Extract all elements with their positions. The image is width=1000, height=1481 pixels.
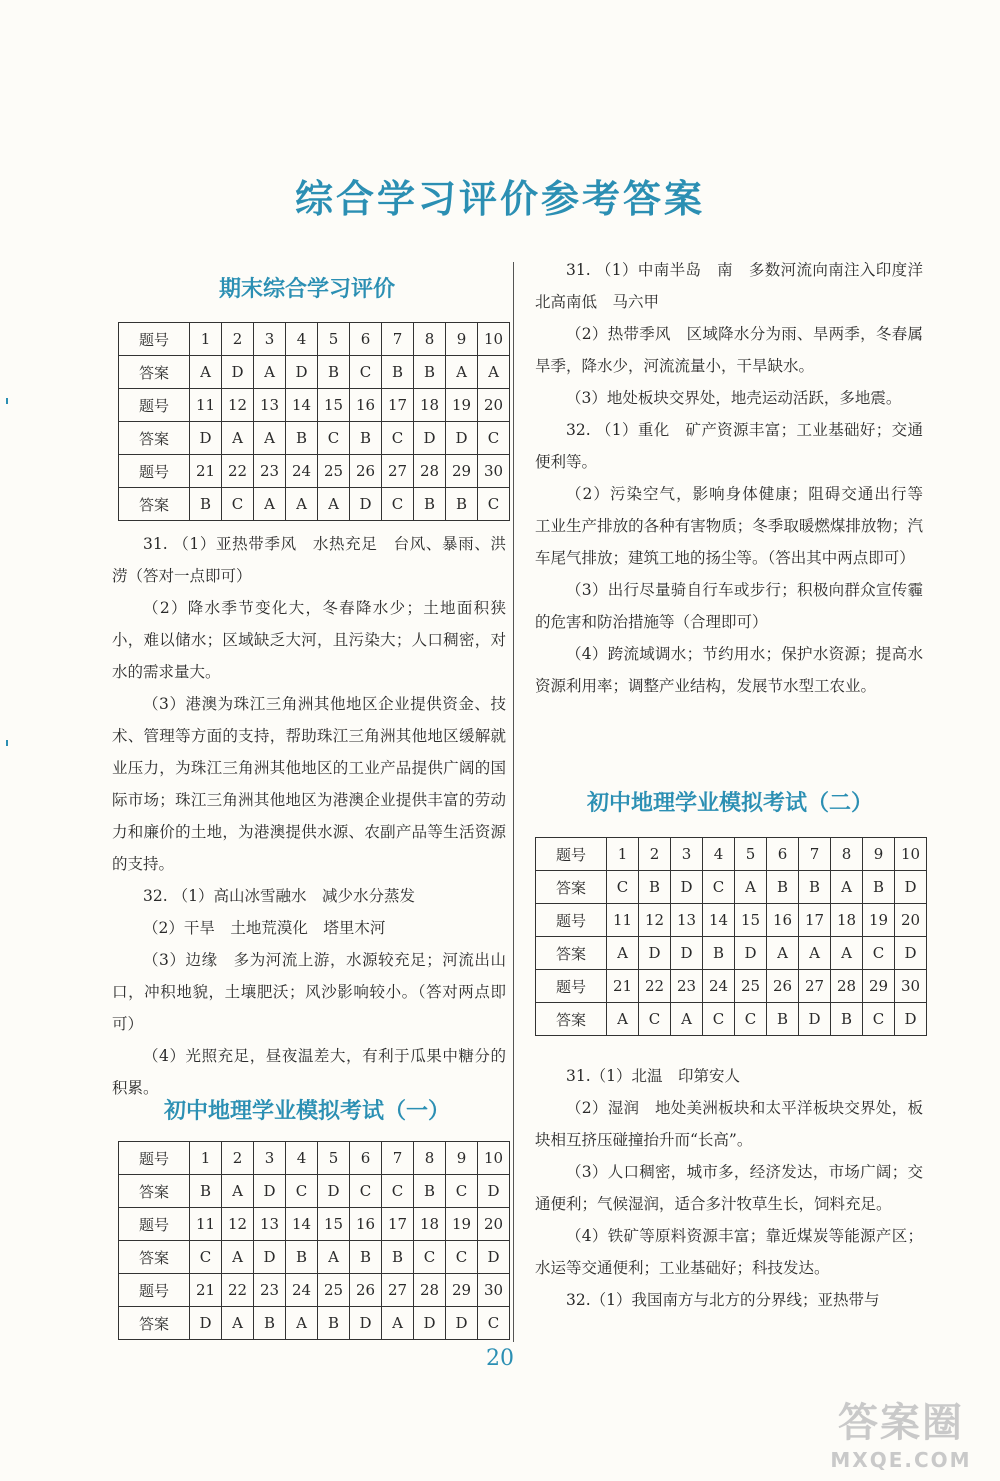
watermark-logo (816, 1397, 986, 1477)
table-cell: D (446, 1307, 478, 1340)
table-row (119, 422, 510, 455)
column-divider (513, 262, 514, 1342)
table-cell: D (286, 356, 318, 389)
table-cell: 7 (382, 1142, 414, 1175)
table-cell: 26 (350, 1274, 382, 1307)
watermark-url: MXQE.COM (830, 1448, 972, 1472)
table-cell: B (190, 488, 222, 521)
row-label: 答案 (119, 422, 190, 455)
table-cell: 8 (414, 323, 446, 356)
table-cell: C (318, 422, 350, 455)
table-cell: C (607, 871, 639, 904)
answers-text-mock-exam-1 (535, 254, 939, 702)
table-cell: 17 (382, 1208, 414, 1241)
answer-paragraph: 32.（1）我国南方与北方的分界线；亚热带与 (566, 1291, 880, 1309)
table-row (536, 838, 927, 871)
table-cell: C (863, 937, 895, 970)
answer-paragraph: 31. （1）亚热带季风 水热充足 台风、暴雨、洪涝（答对一点即可） (112, 535, 506, 585)
page-title: 综合学习评价参考答案 (294, 177, 705, 221)
watermark-text: 答案圈 (838, 1400, 964, 1446)
table-cell: D (190, 422, 222, 455)
table-cell: A (190, 356, 222, 389)
table-cell: A (831, 937, 863, 970)
answer-paragraph: （2）湿润 地处美洲板块和太平洋板块交界处，板块相互挤压碰撞抬升而“长高”。 (535, 1099, 923, 1149)
table-cell: A (254, 356, 286, 389)
table-cell: 8 (414, 1142, 446, 1175)
table-cell: B (799, 871, 831, 904)
table-cell: 7 (382, 323, 414, 356)
table-cell: 22 (222, 1274, 254, 1307)
table-cell: A (446, 356, 478, 389)
table-cell: A (254, 488, 286, 521)
table-cell: 27 (382, 1274, 414, 1307)
table-cell: 13 (671, 904, 703, 937)
table-cell: 28 (414, 455, 446, 488)
table-cell: 30 (478, 455, 510, 488)
table-cell: 20 (478, 389, 510, 422)
table-cell: 18 (414, 1208, 446, 1241)
table-cell: 24 (286, 455, 318, 488)
table-cell: 24 (703, 970, 735, 1003)
table-cell: C (350, 356, 382, 389)
table-cell: 19 (446, 389, 478, 422)
row-label: 题号 (536, 838, 607, 871)
table-cell: A (254, 422, 286, 455)
answer-paragraph: （4）铁矿等原料资源丰富；靠近煤炭等能源产区；水运等交通便利；工业基础好；科技发达。 (535, 1227, 923, 1277)
table-row (119, 1307, 510, 1340)
table-cell: 13 (254, 389, 286, 422)
answer-table-mock-exam-2 (535, 837, 927, 1036)
table-cell: C (863, 1003, 895, 1036)
table-cell: 19 (863, 904, 895, 937)
table-cell: C (478, 488, 510, 521)
table-cell: C (703, 1003, 735, 1036)
row-label: 题号 (119, 1142, 190, 1175)
table-cell: A (222, 1241, 254, 1274)
table-cell: 29 (446, 1274, 478, 1307)
table-cell: B (350, 422, 382, 455)
table-cell: C (286, 1175, 318, 1208)
table-row (119, 455, 510, 488)
table-cell: 11 (190, 389, 222, 422)
table-cell: B (382, 356, 414, 389)
table-cell: 19 (446, 1208, 478, 1241)
answer-paragraph: 31.（1）北温 印第安人 (566, 1067, 741, 1085)
row-label: 答案 (119, 1241, 190, 1274)
table-cell: A (478, 356, 510, 389)
table-cell: D (190, 1307, 222, 1340)
table-cell: 3 (671, 838, 703, 871)
table-row (119, 356, 510, 389)
table-cell: 14 (286, 389, 318, 422)
table-cell: 22 (639, 970, 671, 1003)
table-cell: D (414, 1307, 446, 1340)
table-cell: C (382, 422, 414, 455)
table-cell: C (382, 1175, 414, 1208)
row-label: 答案 (536, 1003, 607, 1036)
table-cell: A (286, 488, 318, 521)
row-label: 答案 (119, 1175, 190, 1208)
answer-table-final-review (118, 322, 510, 521)
table-cell: 9 (446, 1142, 478, 1175)
row-label: 题号 (119, 389, 190, 422)
table-cell: B (190, 1175, 222, 1208)
table-cell: C (190, 1241, 222, 1274)
answer-paragraph: 31. （1）中南半岛 南 多数河流向南注入印度洋 北高南低 马六甲 (535, 261, 939, 311)
table-cell: C (478, 422, 510, 455)
row-label: 题号 (119, 455, 190, 488)
table-cell: D (735, 937, 767, 970)
table-cell: B (414, 356, 446, 389)
table-cell: 11 (607, 904, 639, 937)
table-cell: 4 (286, 1142, 318, 1175)
table-cell: B (350, 1241, 382, 1274)
table-cell: 16 (350, 1208, 382, 1241)
table-cell: D (639, 937, 671, 970)
table-cell: C (382, 488, 414, 521)
table-row (536, 1003, 927, 1036)
table-cell: 9 (863, 838, 895, 871)
answer-paragraph: 32. （1）重化 矿产资源丰富；工业基础好；交通便利等。 (535, 421, 923, 471)
table-cell: A (222, 422, 254, 455)
table-cell: A (286, 1307, 318, 1340)
table-cell: A (222, 1307, 254, 1340)
table-cell: 10 (895, 838, 927, 871)
table-cell: 21 (190, 1274, 222, 1307)
table-cell: B (318, 1307, 350, 1340)
table-cell: 11 (190, 1208, 222, 1241)
section-title-mock-exam-2: 初中地理学业模拟考试（二） (586, 790, 873, 816)
table-cell: 3 (254, 323, 286, 356)
table-cell: 6 (350, 323, 382, 356)
table-cell: 1 (190, 1142, 222, 1175)
table-row (119, 323, 510, 356)
answer-paragraph: （3）人口稠密，城市多，经济发达，市场广阔；交通便利；气候湿润，适合多汁牧草生长，饲料充足。 (535, 1163, 923, 1213)
table-cell: 2 (222, 1142, 254, 1175)
table-cell: 6 (350, 1142, 382, 1175)
table-cell: 27 (799, 970, 831, 1003)
table-cell: 23 (254, 1274, 286, 1307)
table-cell: D (478, 1241, 510, 1274)
table-cell: D (222, 356, 254, 389)
table-cell: 20 (895, 904, 927, 937)
table-cell: 28 (831, 970, 863, 1003)
row-label: 答案 (119, 488, 190, 521)
table-cell: A (607, 1003, 639, 1036)
table-row (119, 1241, 510, 1274)
table-cell: D (414, 422, 446, 455)
table-cell: 5 (318, 323, 350, 356)
answer-paragraph: （2）污染空气，影响身体健康；阻碍交通出行等 工业生产排放的各种有害物质；冬季取暖燃煤排放物；汽车尾气排放；建筑工地的扬尘等。（答出其中两点即可） (535, 485, 939, 567)
row-label: 答案 (536, 871, 607, 904)
table-cell: 14 (703, 904, 735, 937)
table-cell: 2 (222, 323, 254, 356)
table-cell: D (895, 937, 927, 970)
table-cell: 4 (703, 838, 735, 871)
table-cell: B (318, 356, 350, 389)
row-label: 答案 (119, 356, 190, 389)
table-cell: 15 (735, 904, 767, 937)
table-cell: D (350, 488, 382, 521)
table-cell: 14 (286, 1208, 318, 1241)
answer-table-mock-exam-1 (118, 1141, 510, 1340)
table-row (119, 1142, 510, 1175)
table-cell: 21 (190, 455, 222, 488)
table-cell: B (254, 1307, 286, 1340)
table-cell: 21 (607, 970, 639, 1003)
table-cell: 15 (318, 389, 350, 422)
table-cell: 17 (382, 389, 414, 422)
table-cell: A (831, 871, 863, 904)
table-cell: C (414, 1241, 446, 1274)
table-cell: D (895, 871, 927, 904)
table-cell: A (318, 1241, 350, 1274)
table-cell: D (671, 871, 703, 904)
answer-paragraph: （2）热带季风 区域降水分为雨、旱两季，冬春属旱季，降水少，河流流量小，干旱缺水。 (535, 325, 923, 375)
table-cell: 16 (350, 389, 382, 422)
table-cell: D (895, 1003, 927, 1036)
answer-paragraph: （2）干旱 土地荒漠化 塔里木河 (143, 919, 386, 937)
table-cell: D (446, 422, 478, 455)
table-row (119, 1274, 510, 1307)
table-cell: 25 (318, 1274, 350, 1307)
table-cell: 26 (767, 970, 799, 1003)
table-cell: C (222, 488, 254, 521)
table-row (119, 488, 510, 521)
table-cell: 17 (799, 904, 831, 937)
table-cell: 18 (831, 904, 863, 937)
table-row (536, 871, 927, 904)
table-cell: D (318, 1175, 350, 1208)
table-cell: D (254, 1241, 286, 1274)
table-row (536, 904, 927, 937)
table-row (119, 1175, 510, 1208)
table-cell: B (382, 1241, 414, 1274)
table-cell: D (254, 1175, 286, 1208)
row-label: 题号 (119, 1274, 190, 1307)
table-cell: 25 (318, 455, 350, 488)
table-cell: 3 (254, 1142, 286, 1175)
row-label: 题号 (119, 323, 190, 356)
table-cell: 29 (863, 970, 895, 1003)
table-cell: A (735, 871, 767, 904)
table-cell: 5 (735, 838, 767, 871)
table-cell: B (286, 1241, 318, 1274)
section-title-mock-exam-1: 初中地理学业模拟考试（一） (163, 1098, 450, 1124)
table-cell: D (478, 1175, 510, 1208)
answer-paragraph: （4）光照充足，昼夜温差大，有利于瓜果中糖分的积累。 (112, 1047, 506, 1097)
table-row (119, 1208, 510, 1241)
table-cell: D (671, 937, 703, 970)
table-row (536, 937, 927, 970)
table-cell: 30 (478, 1274, 510, 1307)
table-cell: B (639, 871, 671, 904)
table-cell: B (863, 871, 895, 904)
table-cell: 9 (446, 323, 478, 356)
table-row (536, 970, 927, 1003)
table-cell: B (831, 1003, 863, 1036)
table-cell: B (446, 488, 478, 521)
table-cell: 1 (607, 838, 639, 871)
table-cell: 2 (639, 838, 671, 871)
table-cell: 7 (799, 838, 831, 871)
table-cell: 18 (414, 389, 446, 422)
table-cell: 20 (478, 1208, 510, 1241)
answer-paragraph: （3）边缘 多为河流上游，水源较充足；河流出山口，冲积地貌，土壤肥沃；风沙影响较小。（答对两点即可） (112, 951, 506, 1033)
answer-paragraph: （2）降水季节变化大，冬春降水少；土地面积狭小，难以储水；区域缺乏大河，且污染大；人口稠密，对水的需求量大。 (112, 599, 506, 681)
table-cell: C (350, 1175, 382, 1208)
table-cell: A (382, 1307, 414, 1340)
answer-paragraph: 32. （1）高山冰雪融水 减少水分蒸发 (143, 887, 415, 905)
table-cell: D (350, 1307, 382, 1340)
table-cell: C (446, 1241, 478, 1274)
table-cell: 1 (190, 323, 222, 356)
table-cell: A (607, 937, 639, 970)
table-cell: 12 (222, 1208, 254, 1241)
table-cell: 16 (767, 904, 799, 937)
table-cell: C (703, 871, 735, 904)
table-cell: D (799, 1003, 831, 1036)
table-cell: B (703, 937, 735, 970)
row-label: 题号 (119, 1208, 190, 1241)
table-cell: 24 (286, 1274, 318, 1307)
table-cell: C (639, 1003, 671, 1036)
table-cell: A (671, 1003, 703, 1036)
table-cell: 26 (350, 455, 382, 488)
table-cell: C (735, 1003, 767, 1036)
table-cell: 4 (286, 323, 318, 356)
table-cell: 22 (222, 455, 254, 488)
table-cell: 29 (446, 455, 478, 488)
table-cell: B (414, 488, 446, 521)
table-cell: B (286, 422, 318, 455)
table-cell: A (767, 937, 799, 970)
answers-text-final-review (112, 528, 506, 1104)
table-cell: 13 (254, 1208, 286, 1241)
table-cell: B (767, 1003, 799, 1036)
row-label: 题号 (536, 904, 607, 937)
table-cell: A (318, 488, 350, 521)
table-cell: 12 (222, 389, 254, 422)
section-title-final-review: 期末综合学习评价 (218, 276, 395, 302)
table-cell: 10 (478, 1142, 510, 1175)
answers-text-mock-exam-2 (535, 1060, 923, 1316)
row-label: 答案 (119, 1307, 190, 1340)
table-cell: 27 (382, 455, 414, 488)
table-cell: 15 (318, 1208, 350, 1241)
table-cell: 25 (735, 970, 767, 1003)
answer-paragraph: （4）跨流域调水；节约用水；保护水资源；提高水资源利用率；调整产业结构，发展节水型工农业。 (535, 645, 923, 695)
table-cell: 23 (254, 455, 286, 488)
answer-paragraph: （3）出行尽量骑自行车或步行；积极向群众宣传霾的危害和防治措施等（合理即可） (535, 581, 923, 631)
table-cell: 28 (414, 1274, 446, 1307)
answer-paragraph: （3）港澳为珠江三角洲其他地区企业提供资金、技术、管理等方面的支持，帮助珠江三角洲其他地区缓解就业压力，为珠江三角洲其他地区的工业产品提供广阔的国际市场；珠江三角洲其他地区为港澳企业提供丰富的劳动力和廉价的土地，为港澳提供水源、农副产品等生活资源的支持。 (112, 695, 506, 873)
table-row (119, 389, 510, 422)
table-cell: 5 (318, 1142, 350, 1175)
table-cell: 12 (639, 904, 671, 937)
answer-paragraph: （3）地处板块交界处，地壳运动活跃，多地震。 (566, 389, 902, 407)
table-cell: 30 (895, 970, 927, 1003)
table-cell: C (478, 1307, 510, 1340)
table-cell: B (414, 1175, 446, 1208)
margin-mark (6, 398, 8, 404)
table-cell: 10 (478, 323, 510, 356)
table-cell: B (767, 871, 799, 904)
table-cell: 6 (767, 838, 799, 871)
table-cell: 23 (671, 970, 703, 1003)
table-cell: C (446, 1175, 478, 1208)
table-cell: A (799, 937, 831, 970)
page-number: 20 (486, 1346, 514, 1371)
table-cell: A (222, 1175, 254, 1208)
row-label: 题号 (536, 970, 607, 1003)
margin-mark (6, 740, 8, 746)
row-label: 答案 (536, 937, 607, 970)
table-cell: 8 (831, 838, 863, 871)
